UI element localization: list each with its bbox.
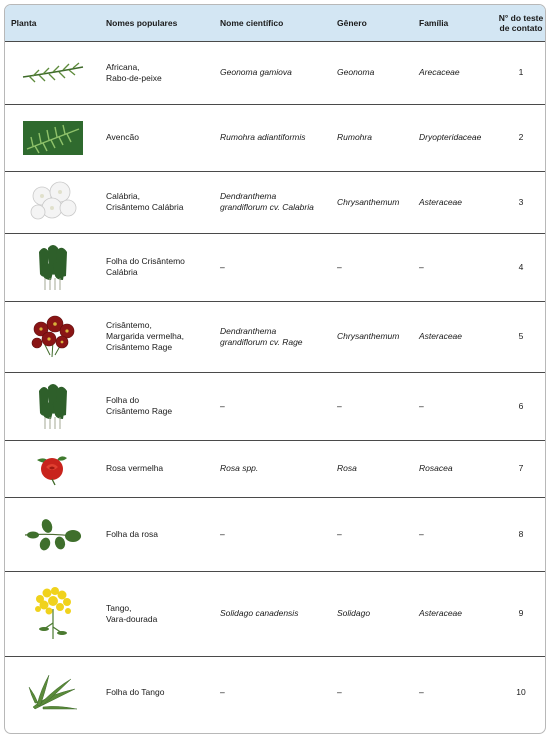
nomes-populares-cell: Folha da rosa	[100, 497, 214, 571]
familia-cell: Rosacea	[413, 440, 497, 497]
plant-image-cell	[5, 233, 100, 301]
header-nome-cientifico: Nome científico	[220, 17, 284, 28]
plant-image-cell	[5, 171, 100, 233]
plant-table	[5, 5, 545, 729]
table-row	[5, 104, 545, 171]
familia-cell: –	[413, 497, 497, 571]
nome-cientifico-cell: Rumohra adiantiformis	[214, 104, 331, 171]
nomes-populares-cell: Folha do Crisântemo Calábria	[100, 233, 214, 301]
plant-image-cell	[5, 497, 100, 571]
teste-cell: 2	[497, 104, 545, 171]
plant-table-frame	[4, 4, 546, 734]
teste-cell: 10	[497, 656, 545, 729]
nome-cientifico-cell: Dendranthema grandiflorum cv. Rage	[214, 301, 331, 372]
table-row	[5, 440, 545, 497]
header-genero: Gênero	[337, 17, 367, 28]
nome-cientifico-cell: –	[214, 656, 331, 729]
nome-cientifico-cell: –	[214, 372, 331, 440]
nome-cientifico-cell: Geonoma gamiova	[214, 41, 331, 104]
red-rose-icon	[33, 452, 73, 486]
nomes-populares-cell: Tango, Vara-dourada	[100, 571, 214, 656]
table-row	[5, 571, 545, 656]
nomes-populares-cell: Calábria, Crisântemo Calábria	[100, 171, 214, 233]
familia-cell: –	[413, 656, 497, 729]
genero-cell: Rosa	[331, 440, 413, 497]
teste-cell: 4	[497, 233, 545, 301]
genero-cell: Solidago	[331, 571, 413, 656]
familia-cell: Asteraceae	[413, 301, 497, 372]
nomes-populares-cell: Crisântemo, Margarida vermelha, Crisântemo Rage	[100, 301, 214, 372]
nome-cientifico-cell: –	[214, 233, 331, 301]
nomes-populares-cell: Folha do Tango	[100, 656, 214, 729]
nome-cientifico-cell: –	[214, 497, 331, 571]
header-familia: Família	[419, 17, 449, 28]
nomes-populares-cell: Folha do Crisântemo Rage	[100, 372, 214, 440]
nome-cientifico-cell: Dendranthema grandiflorum cv. Calabria	[214, 171, 331, 233]
header-planta: Planta	[11, 17, 37, 28]
feathery-palm-leaf-icon	[21, 61, 85, 85]
genero-cell: –	[331, 656, 413, 729]
nome-cientifico-cell: Rosa spp.	[214, 440, 331, 497]
genero-cell: Geonoma	[331, 41, 413, 104]
familia-cell: Asteraceae	[413, 571, 497, 656]
table-row	[5, 497, 545, 571]
plant-image-cell	[5, 104, 100, 171]
plant-image-cell	[5, 440, 100, 497]
header-nomes-populares: Nomes populares	[106, 17, 178, 28]
genero-cell: –	[331, 233, 413, 301]
nomes-populares-cell: Rosa vermelha	[100, 440, 214, 497]
familia-cell: –	[413, 372, 497, 440]
teste-cell: 6	[497, 372, 545, 440]
teste-cell: 8	[497, 497, 545, 571]
teste-cell: 1	[497, 41, 545, 104]
nomes-populares-cell: Avencão	[100, 104, 214, 171]
familia-cell: Asteraceae	[413, 171, 497, 233]
rose-leaf-icon	[23, 517, 83, 551]
table-row	[5, 171, 545, 233]
genero-cell: –	[331, 372, 413, 440]
familia-cell: Arecaceae	[413, 41, 497, 104]
genero-cell: –	[331, 497, 413, 571]
teste-cell: 7	[497, 440, 545, 497]
genero-cell: Chrysanthemum	[331, 171, 413, 233]
nomes-populares-cell: Africana, Rabo-de-peixe	[100, 41, 214, 104]
plant-image-cell	[5, 372, 100, 440]
table-row	[5, 233, 545, 301]
genero-cell: Rumohra	[331, 104, 413, 171]
table-header-row	[5, 5, 545, 41]
nome-cientifico-cell: Solidago canadensis	[214, 571, 331, 656]
plant-image-cell	[5, 656, 100, 729]
genero-cell: Chrysanthemum	[331, 301, 413, 372]
table-row	[5, 41, 545, 104]
plant-image-cell	[5, 41, 100, 104]
chrysanthemum-leaves-icon	[36, 242, 70, 292]
familia-cell: Dryopteridaceae	[413, 104, 497, 171]
red-chrysanthemum-icon	[28, 315, 78, 359]
teste-cell: 3	[497, 171, 545, 233]
table-row	[5, 656, 545, 729]
table-row	[5, 301, 545, 372]
fern-frond-icon	[23, 121, 83, 155]
familia-cell: –	[413, 233, 497, 301]
header-teste: N° do teste de contato	[498, 12, 544, 33]
plant-image-cell	[5, 571, 100, 656]
tango-leaves-icon	[27, 673, 79, 713]
chrysanthemum-leaves-icon	[36, 381, 70, 431]
white-chrysanthemum-icon	[28, 180, 78, 224]
teste-cell: 5	[497, 301, 545, 372]
plant-image-cell	[5, 301, 100, 372]
teste-cell: 9	[497, 571, 545, 656]
table-row	[5, 372, 545, 440]
goldenrod-flower-icon	[30, 587, 76, 641]
